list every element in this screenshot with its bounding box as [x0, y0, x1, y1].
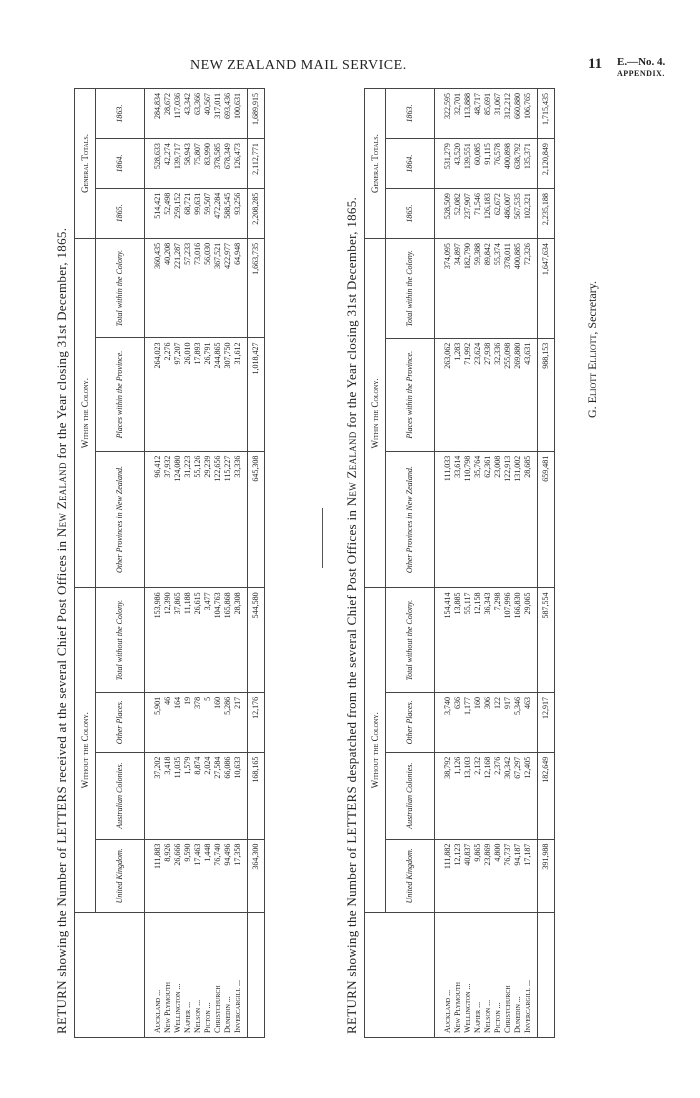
page-number: 11 [588, 56, 603, 72]
table-cell: 2,276 [163, 338, 173, 451]
table-cell: 13,103 [463, 752, 473, 839]
table-cell: 23,624 [473, 338, 483, 451]
group-header: Without the Colony. [75, 588, 96, 913]
column-header: Other Places. [96, 692, 145, 752]
table-cell: 94,496 [223, 839, 233, 912]
letters-despatched-caption: RETURN showing the Number of LETTERS despatched from the several Chief Post Offices in New Zealand for the Year closing 31st December, 1865. [344, 196, 359, 1034]
totals-label-cell [538, 913, 555, 1038]
place-column-header [75, 913, 145, 1038]
letters-received-body [145, 89, 265, 1038]
table-cell: 1,283 [453, 338, 463, 451]
table-cell: 111,033 [435, 451, 454, 588]
table-cell: 10,633 [233, 752, 248, 839]
table-row [483, 89, 493, 1038]
table-cell: 37,865 [173, 588, 183, 693]
table-cell: 122,913 [503, 451, 513, 588]
place-name: Christchurch [213, 913, 223, 1038]
place-name: Auckland ... [145, 913, 164, 1038]
table-cell: 11,035 [173, 752, 183, 839]
column-header: Australian Colonies. [96, 752, 145, 839]
column-header: 1864. [386, 139, 435, 189]
table-row [493, 89, 503, 1038]
signature: G. Eliott Elliott, Secretary. [585, 281, 599, 418]
total-cell: 2,120,849 [538, 139, 555, 189]
place-name: Nelson ... [483, 913, 493, 1038]
table-cell: 1,126 [453, 752, 463, 839]
page-header-title: NEW ZEALAND MAIL SERVICE. [190, 58, 407, 73]
table-cell: 27,938 [483, 338, 493, 451]
table-cell: 13,885 [453, 588, 463, 692]
table-cell: 93,256 [233, 188, 248, 238]
table-cell: 367,521 [213, 238, 223, 338]
column-header: Australian Colonies. [386, 752, 435, 839]
table-cell: 360,435 [145, 238, 164, 338]
place-name: Napier ... [473, 913, 483, 1038]
table-cell: 38,792 [435, 752, 454, 839]
table-cell: 29,239 [203, 451, 213, 588]
table-cell: 43,520 [453, 139, 463, 189]
total-cell: 1,689,915 [248, 89, 265, 139]
table-cell: 1,448 [203, 839, 213, 912]
table-cell: 8,874 [193, 752, 203, 839]
table-cell: 40,208 [163, 238, 173, 338]
total-cell: 12,917 [538, 692, 555, 752]
table-cell: 160 [473, 692, 483, 752]
table-cell: 317,011 [213, 89, 223, 139]
column-header: Other Provinces in New Zealand. [96, 451, 145, 588]
place-name: Napier ... [183, 913, 193, 1038]
column-header: 1865. [386, 189, 435, 239]
table-cell: 26,615 [193, 588, 203, 693]
table-cell: 374,095 [435, 239, 454, 339]
table-cell: 43,631 [523, 338, 538, 451]
table-row [473, 89, 483, 1038]
table-cell: 166,830 [513, 588, 523, 692]
total-cell: 988,153 [538, 338, 555, 451]
table-cell: 2,132 [473, 752, 483, 839]
table-cell: 131,002 [513, 451, 523, 588]
table-cell: 514,421 [145, 188, 164, 238]
table-row [513, 89, 523, 1038]
table-row [163, 89, 173, 1038]
table-cell: 59,388 [473, 239, 483, 339]
table-cell: 660,880 [513, 89, 523, 139]
table-cell: 71,992 [463, 338, 473, 451]
table-row [435, 89, 454, 1038]
table-cell: 2,376 [493, 752, 503, 839]
table-row [145, 89, 164, 1038]
table-cell: 40,837 [463, 839, 473, 912]
table-cell: 55,117 [463, 588, 473, 692]
table-cell: 100,631 [233, 89, 248, 139]
table-cell: 76,737 [503, 839, 513, 912]
table-cell: 72,326 [523, 239, 538, 339]
table-cell: 400,898 [503, 139, 513, 189]
total-cell: 544,580 [248, 588, 265, 693]
table-cell: 322,595 [435, 89, 454, 139]
column-header: Total without the Colony. [386, 588, 435, 692]
table-cell: 111,882 [435, 839, 454, 912]
table-cell: 27,584 [213, 752, 223, 839]
table-cell: 237,907 [463, 189, 473, 239]
table-cell: 567,535 [513, 189, 523, 239]
column-header: Total within the Colony. [96, 238, 145, 338]
place-name: Wellington ... [463, 913, 473, 1038]
table-row [173, 89, 183, 1038]
table-cell: 36,343 [483, 588, 493, 692]
column-header: Other Places. [386, 692, 435, 752]
place-name: Picton ... [203, 913, 213, 1038]
table-cell: 66,086 [223, 752, 233, 839]
table-cell: 97,207 [173, 338, 183, 451]
table-cell: 117,036 [173, 89, 183, 139]
table-cell: 678,349 [223, 139, 233, 189]
table-cell: 62,361 [483, 451, 493, 588]
place-name: Auckland ... [435, 913, 454, 1038]
group-header: Within the Colony. [365, 239, 386, 588]
column-header: United Kingdom. [386, 839, 435, 912]
table-cell: 37,202 [145, 752, 164, 839]
column-header: 1864. [96, 139, 145, 189]
reference-number: E.—No. 4. [617, 56, 666, 68]
table-cell: 115,227 [223, 451, 233, 588]
appendix-label: APPENDIX. [617, 69, 665, 78]
table-cell: 12,390 [163, 588, 173, 693]
total-cell: 645,308 [248, 451, 265, 588]
group-header: General Totals. [365, 89, 386, 239]
table-row [223, 89, 233, 1038]
table-cell: 28,672 [163, 89, 173, 139]
table-cell: 57,233 [183, 238, 193, 338]
table-cell: 26,791 [203, 338, 213, 451]
place-name: Wellington ... [173, 913, 183, 1038]
table-cell: 12,168 [483, 752, 493, 839]
table-cell: 259,152 [173, 188, 183, 238]
table-cell: 76,578 [493, 139, 503, 189]
table-cell: 33,614 [453, 451, 463, 588]
table-cell: 139,551 [463, 139, 473, 189]
table-cell: 463 [523, 692, 538, 752]
group-header: General Totals. [75, 89, 96, 239]
table-cell: 1,579 [183, 752, 193, 839]
table-cell: 110,798 [463, 451, 473, 588]
table-cell: 52,082 [453, 189, 463, 239]
table-cell: 7,298 [493, 588, 503, 692]
table-cell: 8,926 [163, 839, 173, 912]
column-header: 1863. [96, 89, 145, 139]
letters-despatched-table [364, 88, 555, 1038]
table-cell: 636 [453, 692, 463, 752]
table-cell: 4,800 [493, 839, 503, 912]
place-name: Christchurch [503, 913, 513, 1038]
table-cell: 32,336 [493, 338, 503, 451]
table-cell: 28,685 [523, 451, 538, 588]
table-cell: 71,546 [473, 189, 483, 239]
table-cell: 312,212 [503, 89, 513, 139]
table-cell: 28,308 [233, 588, 248, 693]
table-cell: 63,366 [193, 89, 203, 139]
table-row [233, 89, 248, 1038]
letters-received-caption: RETURN showing the Number of LETTERS received at the several Chief Post Offices in New Zealand for the Year closing 31st December, 1865. [54, 227, 69, 1034]
table-cell: 37,932 [163, 451, 173, 588]
total-cell: 168,165 [248, 752, 265, 839]
table-cell: 5,346 [513, 692, 523, 752]
table-cell: 221,287 [173, 238, 183, 338]
table-row [183, 89, 193, 1038]
table-cell: 306 [483, 692, 493, 752]
totals-label-cell [248, 913, 265, 1038]
table-cell: 269,880 [513, 338, 523, 451]
total-cell: 1,715,435 [538, 89, 555, 139]
table-cell: 264,023 [145, 338, 164, 451]
table-cell: 9,590 [183, 839, 193, 912]
place-name: Invercargill ... [233, 913, 248, 1038]
table-cell: 378 [193, 692, 203, 752]
table-cell: 17,187 [523, 839, 538, 912]
table-cell: 23,869 [483, 839, 493, 912]
place-name: Dunedin ... [513, 913, 523, 1038]
table-cell: 917 [503, 692, 513, 752]
table-cell: 531,279 [435, 139, 454, 189]
table-cell: 165,868 [223, 588, 233, 693]
table-row [523, 89, 538, 1038]
table-cell: 30,342 [503, 752, 513, 839]
total-cell: 2,112,771 [248, 139, 265, 189]
table-row [213, 89, 223, 1038]
table-cell: 58,943 [183, 139, 193, 189]
table-cell: 3,418 [163, 752, 173, 839]
table-row [453, 89, 463, 1038]
table-cell: 73,016 [193, 238, 203, 338]
table-cell: 528,633 [145, 139, 164, 189]
rotated-content [50, 68, 610, 1038]
table-cell: 122,656 [213, 451, 223, 588]
letters-despatched-body [435, 89, 555, 1038]
table-cell: 31,612 [233, 338, 248, 451]
table-cell: 135,371 [523, 139, 538, 189]
table-cell: 106,765 [523, 89, 538, 139]
totals-row [248, 89, 265, 1038]
table-cell: 160 [213, 692, 223, 752]
group-header: Within the Colony. [75, 238, 96, 588]
table-cell: 255,098 [503, 338, 513, 451]
table-cell: 26,666 [173, 839, 183, 912]
table-cell: 126,473 [233, 139, 248, 189]
group-header: Without the Colony. [365, 588, 386, 913]
table-cell: 56,030 [203, 238, 213, 338]
table-cell: 75,807 [193, 139, 203, 189]
table-cell: 378,011 [503, 239, 513, 339]
total-cell: 182,649 [538, 752, 555, 839]
table-cell: 48,717 [473, 89, 483, 139]
letters-received-table [74, 88, 265, 1038]
letters-despatched-section [340, 68, 555, 1038]
table-cell: 102,321 [523, 189, 538, 239]
table-cell: 59,507 [203, 188, 213, 238]
table-cell: 17,893 [193, 338, 203, 451]
table-cell: 91,115 [483, 139, 493, 189]
place-name: New Plymouth [453, 913, 463, 1038]
total-cell: 1,663,735 [248, 238, 265, 338]
place-name: Picton ... [493, 913, 503, 1038]
table-cell: 33,336 [233, 451, 248, 588]
table-cell: 113,888 [463, 89, 473, 139]
table-cell: 17,463 [193, 839, 203, 912]
table-cell: 638,792 [513, 139, 523, 189]
table-cell: 62,672 [493, 189, 503, 239]
table-cell: 94,187 [513, 839, 523, 912]
place-name: New Plymouth [163, 913, 173, 1038]
table-cell: 107,996 [503, 588, 513, 692]
total-cell: 1,018,427 [248, 338, 265, 451]
table-cell: 104,763 [213, 588, 223, 693]
table-row [503, 89, 513, 1038]
table-cell: 64,948 [233, 238, 248, 338]
table-cell: 1,177 [463, 692, 473, 752]
table-cell: 284,834 [145, 89, 164, 139]
table-cell: 32,701 [453, 89, 463, 139]
total-cell: 1,647,634 [538, 239, 555, 339]
table-cell: 34,897 [453, 239, 463, 339]
table-cell: 693,436 [223, 89, 233, 139]
table-cell: 5,901 [145, 692, 164, 752]
table-cell: 67,297 [513, 752, 523, 839]
table-cell: 528,509 [435, 189, 454, 239]
table-cell: 154,414 [435, 588, 454, 692]
table-cell: 244,865 [213, 338, 223, 451]
total-cell: 587,554 [538, 588, 555, 692]
table-cell: 43,342 [183, 89, 193, 139]
table-cell: 83,990 [203, 139, 213, 189]
table-cell: 124,080 [173, 451, 183, 588]
column-header: Total within the Colony. [386, 239, 435, 339]
table-cell: 40,567 [203, 89, 213, 139]
table-cell: 3,740 [435, 692, 454, 752]
totals-row [538, 89, 555, 1038]
table-cell: 2,024 [203, 752, 213, 839]
table-cell: 35,764 [473, 451, 483, 588]
table-cell: 139,717 [173, 139, 183, 189]
table-cell: 263,062 [435, 338, 454, 451]
table-row [203, 89, 213, 1038]
table-cell: 153,986 [145, 588, 164, 693]
table-cell: 400,885 [513, 239, 523, 339]
table-cell: 12,158 [473, 588, 483, 692]
table-cell: 89,842 [483, 239, 493, 339]
column-header: Other Provinces in New Zealand. [386, 451, 435, 588]
table-cell: 9,865 [473, 839, 483, 912]
table-cell: 46 [163, 692, 173, 752]
table-cell: 26,010 [183, 338, 193, 451]
table-cell: 68,721 [183, 188, 193, 238]
table-cell: 126,183 [483, 189, 493, 239]
table-cell: 111,883 [145, 839, 164, 912]
place-column-header [365, 913, 435, 1038]
table-cell: 55,374 [493, 239, 503, 339]
table-cell: 307,750 [223, 338, 233, 451]
table-cell: 486,007 [503, 189, 513, 239]
column-header: Total without the Colony. [96, 588, 145, 693]
place-name: Invercargill ... [523, 913, 538, 1038]
total-cell: 2,208,285 [248, 188, 265, 238]
column-header: 1865. [96, 188, 145, 238]
table-cell: 11,188 [183, 588, 193, 693]
table-cell: 31,223 [183, 451, 193, 588]
table-cell: 182,790 [463, 239, 473, 339]
table-cell: 96,412 [145, 451, 164, 588]
table-cell: 12,123 [453, 839, 463, 912]
table-row [463, 89, 473, 1038]
section-divider [322, 508, 323, 568]
total-cell: 391,988 [538, 839, 555, 912]
table-cell: 5 [203, 692, 213, 752]
table-cell: 99,631 [193, 188, 203, 238]
table-cell: 472,284 [213, 188, 223, 238]
table-cell: 19 [183, 692, 193, 752]
table-cell: 60,085 [473, 139, 483, 189]
table-cell: 164 [173, 692, 183, 752]
column-header: 1863. [386, 89, 435, 139]
table-cell: 76,740 [213, 839, 223, 912]
column-header: United Kingdom. [96, 839, 145, 912]
letters-received-section [50, 68, 265, 1038]
table-cell: 122 [493, 692, 503, 752]
total-cell: 364,300 [248, 839, 265, 912]
place-name: Nelson ... [193, 913, 203, 1038]
table-cell: 588,545 [223, 188, 233, 238]
table-cell: 23,008 [493, 451, 503, 588]
table-row [193, 89, 203, 1038]
table-cell: 422,977 [223, 238, 233, 338]
total-cell: 2,235,188 [538, 189, 555, 239]
table-cell: 29,065 [523, 588, 538, 692]
table-cell: 52,498 [163, 188, 173, 238]
total-cell: 659,481 [538, 451, 555, 588]
column-header: Places within the Province. [96, 338, 145, 451]
table-cell: 55,126 [193, 451, 203, 588]
table-cell: 31,067 [493, 89, 503, 139]
place-name: Dunedin ... [223, 913, 233, 1038]
table-cell: 5,286 [223, 692, 233, 752]
table-cell: 42,274 [163, 139, 173, 189]
table-cell: 217 [233, 692, 248, 752]
table-cell: 85,691 [483, 89, 493, 139]
total-cell: 12,176 [248, 692, 265, 752]
column-header: Places within the Province. [386, 338, 435, 451]
table-cell: 378,585 [213, 139, 223, 189]
table-cell: 17,358 [233, 839, 248, 912]
table-cell: 12,405 [523, 752, 538, 839]
table-cell: 3,477 [203, 588, 213, 693]
document-reference [617, 56, 665, 80]
